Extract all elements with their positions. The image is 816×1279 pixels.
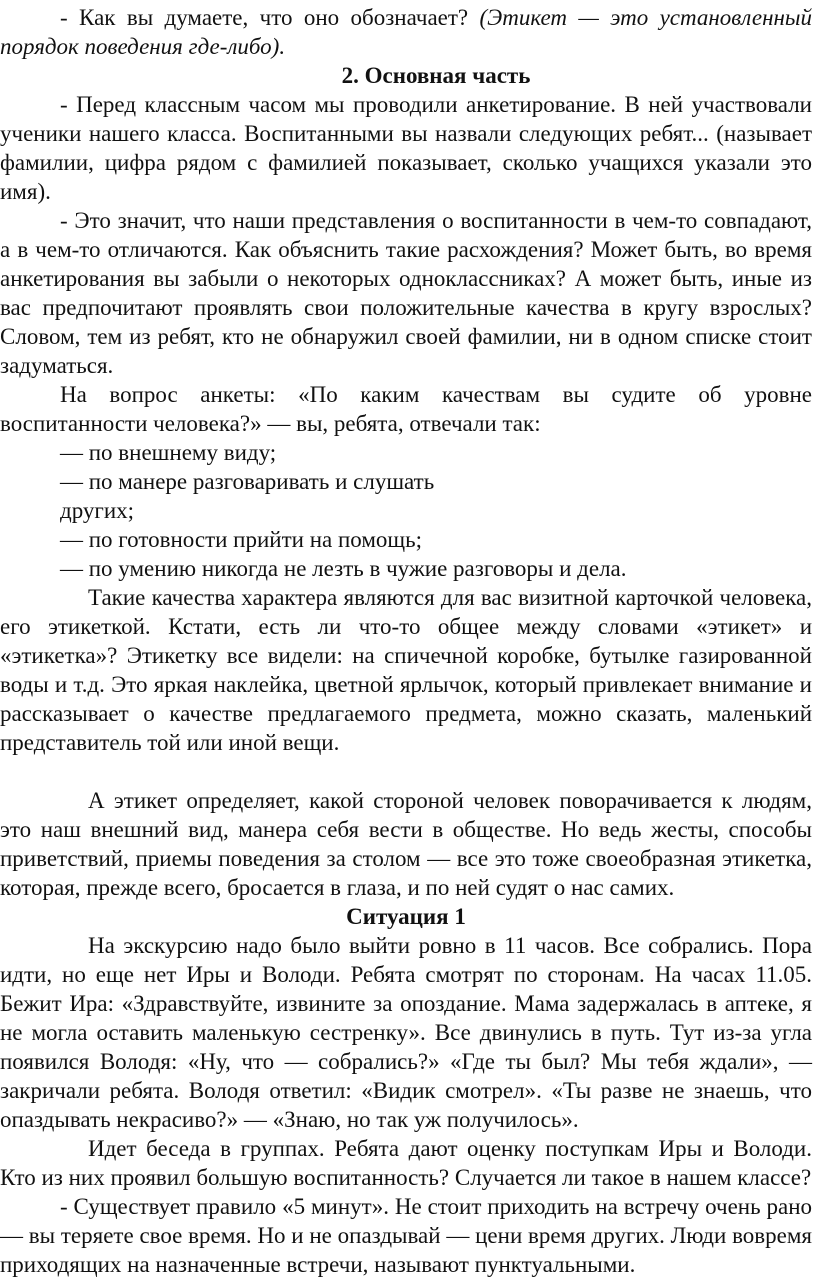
paragraph-survey: - Перед классным часом мы проводили анкетирование. В ней участвовали ученики нашего класса. Воспитанными вы назвали следующих ребят... (называет фамилии, цифра рядом с фамилией показывает, сколько учащихся указали это имя). (0, 92, 812, 204)
list-item: — по манере разговаривать и слушать (60, 469, 435, 494)
paragraph-five-minute-rule: - Существует правило «5 минут». Не стоит приходить на встречу очень рано — вы теряете свое время. Но и не опаздывай — цени время других. Люди вовремя приходящих на назначенные встречи, называют пунктуальными. (0, 1194, 812, 1277)
list-item: — по внешнему виду; (60, 440, 277, 465)
intro-paragraph (0, 3, 812, 61)
intro-question: - Как вы думаете, что оно обозначает? (60, 5, 480, 30)
paragraph-differences: - Это значит, что наши представления о воспитанности в чем-то совпадают, а в чем-то отличаются. Как объяснить такие расхождения? Может быть, во время анкетирования вы забыли о некоторых одноклассниках? А может быть, иные из вас предпочитают проявлять свои положительные качества в кругу взрослых? Словом, тем из ребят, кто не обнаружил своей фамилии, ни в одном списке стоит задуматься. (0, 208, 812, 378)
paragraph-group-discussion: Идет беседа в группах. Ребята дают оценку поступкам Иры и Володи. Кто из них проявил большую воспитанность? Случается ли такое в нашем классе? (0, 1136, 812, 1190)
paragraph-question: На вопрос анкеты: «По каким качествам вы судите об уровне воспитанности человека?» — вы, ребята, отвечали так: (0, 382, 812, 436)
list-item: — по готовности прийти на помощь; (60, 527, 422, 552)
paragraph-etiquette-label: Такие качества характера являются для вас визитной карточкой человека, его этикеткой. Кстати, есть ли что-то общее между словами «этикет» и «этикетка»? Этикетку все видели: на спичечной коробке, бутылке газированной воды и т.д. Это яркая наклейка, цветной ярлычок, который привлекает внимание и рассказывает о качестве предлагаемого предмета, можно сказать, маленький представитель той или иной вещи. (0, 585, 812, 755)
paragraph-situation-story: На экскурсию надо было выйти ровно в 11 часов. Все собрались. Пора идти, но еще нет Иры и Володи. Ребята смотрят по сторонам. На часах 11.05. Бежит Ира: «Здравствуйте, извините за опоздание. Мама задержалась в аптеке, я не могла оставить маленькую сестренку». Все двинулись в путь. Тут из-за угла появился Володя: «Ну, что — собрались?» «Где ты был? Мы тебя ждали», — закричали ребята. Володя ответил: «Видик смотрел». «Ты разве не знаешь, что опаздывать некрасиво?» — «Знаю, но так уж получилось». (0, 933, 812, 1132)
list-item: других; (60, 498, 135, 523)
situation-heading: Ситуация 1 (346, 904, 466, 929)
blank-line (0, 757, 812, 786)
intro-answer: (Этикет — это установленный порядок поведения где-либо). (0, 5, 812, 59)
list-item: — по умению никогда не лезть в чужие разговоры и дела. (60, 556, 627, 581)
section-heading: 2. Основная часть (341, 63, 531, 88)
paragraph-etiquette-definition: А этикет определяет, какой стороной человек поворачивается к людям, это наш внешний вид, манера себя вести в обществе. Но ведь жесты, способы приветствий, приемы поведения за столом — все это тоже своеобразная этикетка, которая, прежде всего, бросается в глаза, и по ней судят о нас самих. (0, 788, 812, 900)
